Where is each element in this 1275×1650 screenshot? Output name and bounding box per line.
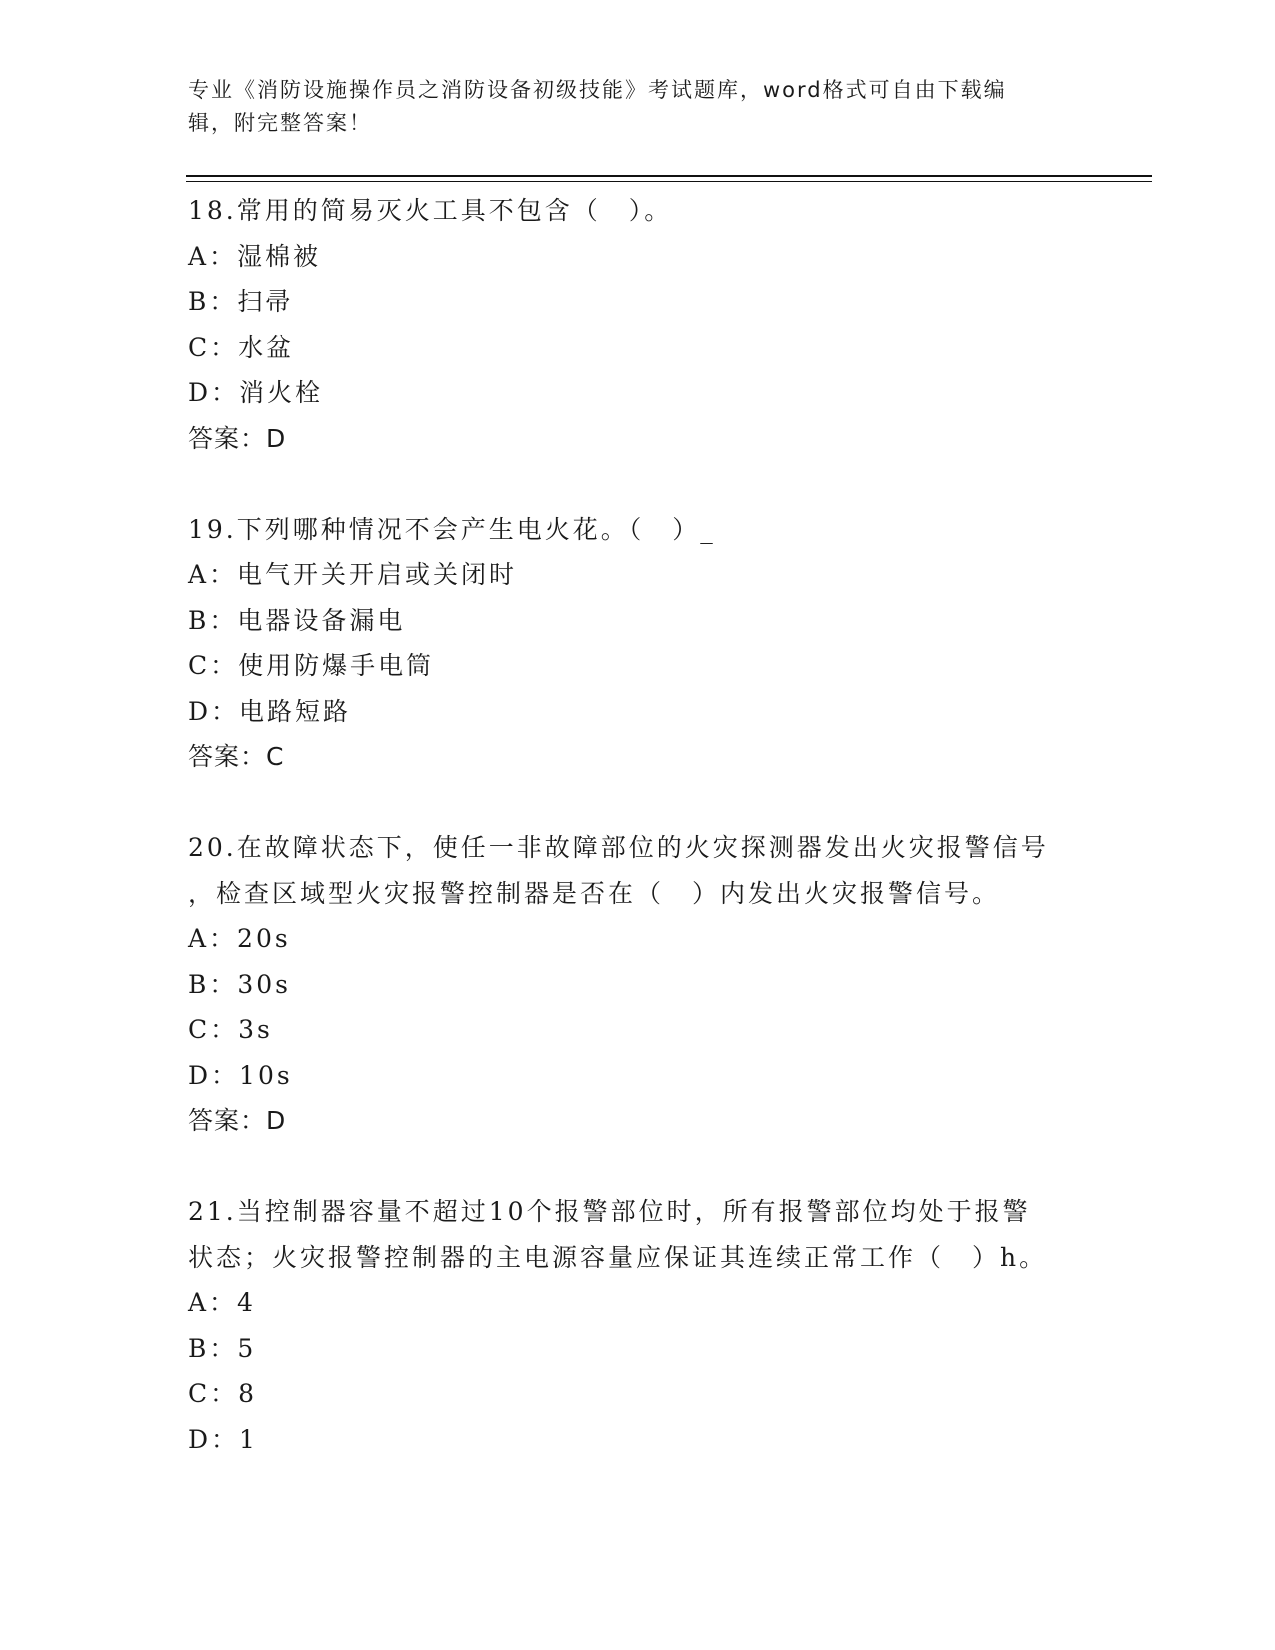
option-a: A：20s [188, 924, 291, 953]
question-stem: 20.在故障状态下，使任一非故障部位的火灾探测器发出火灾报警信号 [188, 833, 1049, 862]
option-d: D：消火栓 [188, 378, 324, 407]
answer-line: 答案：C [188, 742, 285, 771]
option-d: D：1 [188, 1424, 258, 1454]
question-stem: 18.常用的简易灭火工具不包含（ ）。 [188, 196, 673, 225]
question-stem-continued: 状态；火灾报警控制器的主电源容量应保证其连续正常工作（ ）h。 [188, 1242, 1048, 1272]
option-b: B：30s [188, 969, 292, 999]
option-d: D：电路短路 [188, 696, 352, 726]
option-c: C：8 [188, 1379, 258, 1408]
question-list [188, 188, 1088, 1462]
question-stem: 21.当控制器容量不超过10个报警部位时，所有报警部位均处于报警 [188, 1197, 1031, 1226]
header-line-2: 辑，附完整答案！ [188, 111, 372, 135]
question-spacer [188, 1144, 1088, 1190]
option-d: D：10s [188, 1060, 293, 1090]
question-spacer [188, 780, 1088, 826]
option-b: B：电器设备漏电 [188, 605, 406, 635]
question-19 [188, 507, 1088, 780]
header-line-1: 专业《消防设施操作员之消防设备初级技能》考试题库，word格式可自由下载编 [188, 78, 1007, 102]
option-a: A：湿棉被 [188, 241, 322, 271]
option-b: B：扫帚 [188, 287, 294, 316]
option-a: A：电气开关开启或关闭时 [188, 560, 518, 589]
question-21 [188, 1189, 1088, 1462]
answer-line: 答案：D [188, 1106, 287, 1135]
option-a: A：4 [188, 1288, 256, 1317]
option-c: C：水盆 [188, 332, 295, 362]
header-divider-thin [186, 181, 1152, 182]
header-divider-thick [186, 175, 1152, 177]
question-stem: 19.下列哪种情况不会产生电火花。（ ）_ [188, 514, 716, 544]
question-18 [188, 188, 1088, 461]
question-spacer [188, 461, 1088, 507]
question-stem-continued: ，检查区域型火灾报警控制器是否在（ ）内发出火灾报警信号。 [188, 878, 1001, 908]
answer-line: 答案：D [188, 423, 287, 453]
option-b: B：5 [188, 1333, 257, 1363]
option-c: C：3s [188, 1015, 273, 1044]
question-20 [188, 825, 1088, 1144]
option-c: C：使用防爆手电筒 [188, 651, 435, 680]
document-header [188, 74, 1068, 140]
